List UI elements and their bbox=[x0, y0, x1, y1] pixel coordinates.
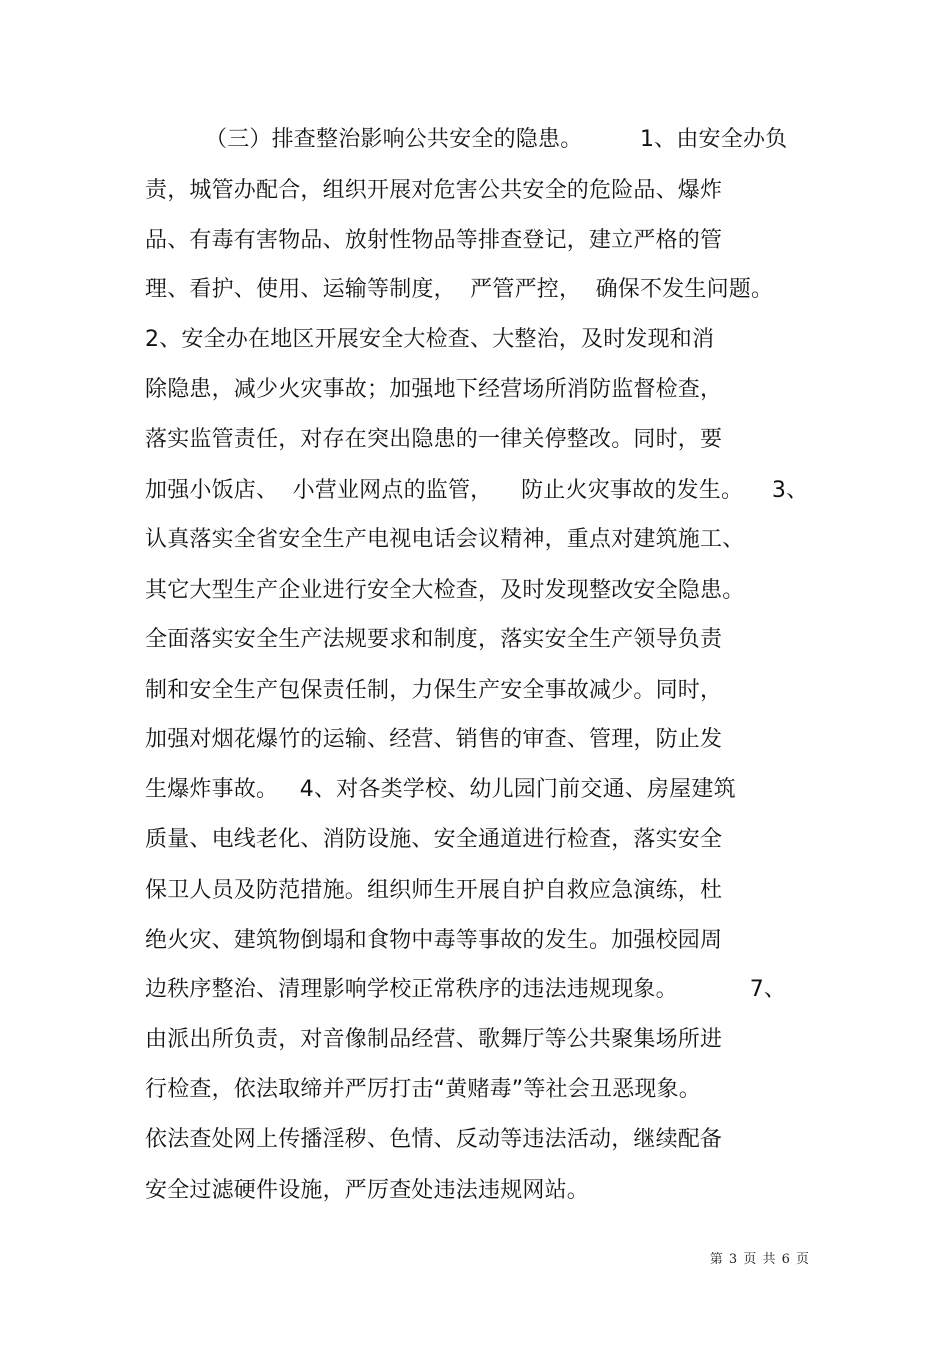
text-line: 落实监管责任，对存在突出隐患的一律关停整改。同时，要 bbox=[145, 427, 723, 452]
text-line: 加强对烟花爆竹的运输、经营、销售的审查、管理，防止发 bbox=[145, 727, 723, 752]
text-line: 责，城管办配合，组织开展对危害公共安全的危险品、爆炸 bbox=[145, 178, 723, 203]
text-line: 加强小饭店、 小营业网点的监管， 防止火灾事故的发生。 3、 bbox=[145, 478, 809, 503]
text-line: 除隐患，减少火灾事故；加强地下经营场所消防监督检查， bbox=[145, 377, 723, 402]
text-line: 其它大型生产企业进行安全大检查，及时发现整改安全隐患。 bbox=[145, 578, 745, 603]
text-line: 制和安全生产包保责任制，力保生产安全事故减少。同时， bbox=[145, 678, 723, 703]
text-line: 全面落实安全生产法规要求和制度，落实安全生产领导负责 bbox=[145, 627, 723, 652]
text-line: 由派出所负责，对音像制品经营、歌舞厅等公共聚集场所进 bbox=[145, 1027, 723, 1052]
text-line: 生爆炸事故。 4、对各类学校、幼儿园门前交通、房屋建筑 bbox=[145, 777, 736, 802]
text-line: 依法查处网上传播淫秽、色情、反动等违法活动，继续配备 bbox=[145, 1127, 723, 1152]
text-line: 质量、电线老化、消防设施、安全通道进行检查，落实安全 bbox=[145, 827, 723, 852]
text-line: 安全过滤硬件设施，严厉查处违法违规网站。 bbox=[145, 1178, 590, 1203]
text-line: 行检查，依法取缔并严厉打击“黄赌毒”等社会丑恶现象。 bbox=[145, 1077, 701, 1102]
text-line: 2、安全办在地区开展安全大检查、大整治，及时发现和消 bbox=[145, 327, 715, 352]
text-line: 品、有毒有害物品、放射性物品等排查登记，建立严格的管 bbox=[145, 228, 723, 253]
text-line: 边秩序整治、清理影响学校正常秩序的违法违规现象。 7、 bbox=[145, 977, 787, 1002]
text-line: 理、看护、使用、运输等制度， 严管严控， 确保不发生问题。 bbox=[145, 277, 774, 302]
text-line: （三）排查整治影响公共安全的隐患。 1、由安全办负 bbox=[205, 127, 788, 152]
text-line: 绝火灾、建筑物倒塌和食物中毒等事故的发生。加强校园周 bbox=[145, 928, 723, 953]
page-number-footer: 第 3 页 共 6 页 bbox=[709, 1252, 810, 1267]
text-line: 认真落实全省安全生产电视电话会议精神，重点对建筑施工、 bbox=[145, 527, 745, 552]
text-line: 保卫人员及防范措施。组织师生开展自护自救应急演练，杜 bbox=[145, 878, 723, 903]
